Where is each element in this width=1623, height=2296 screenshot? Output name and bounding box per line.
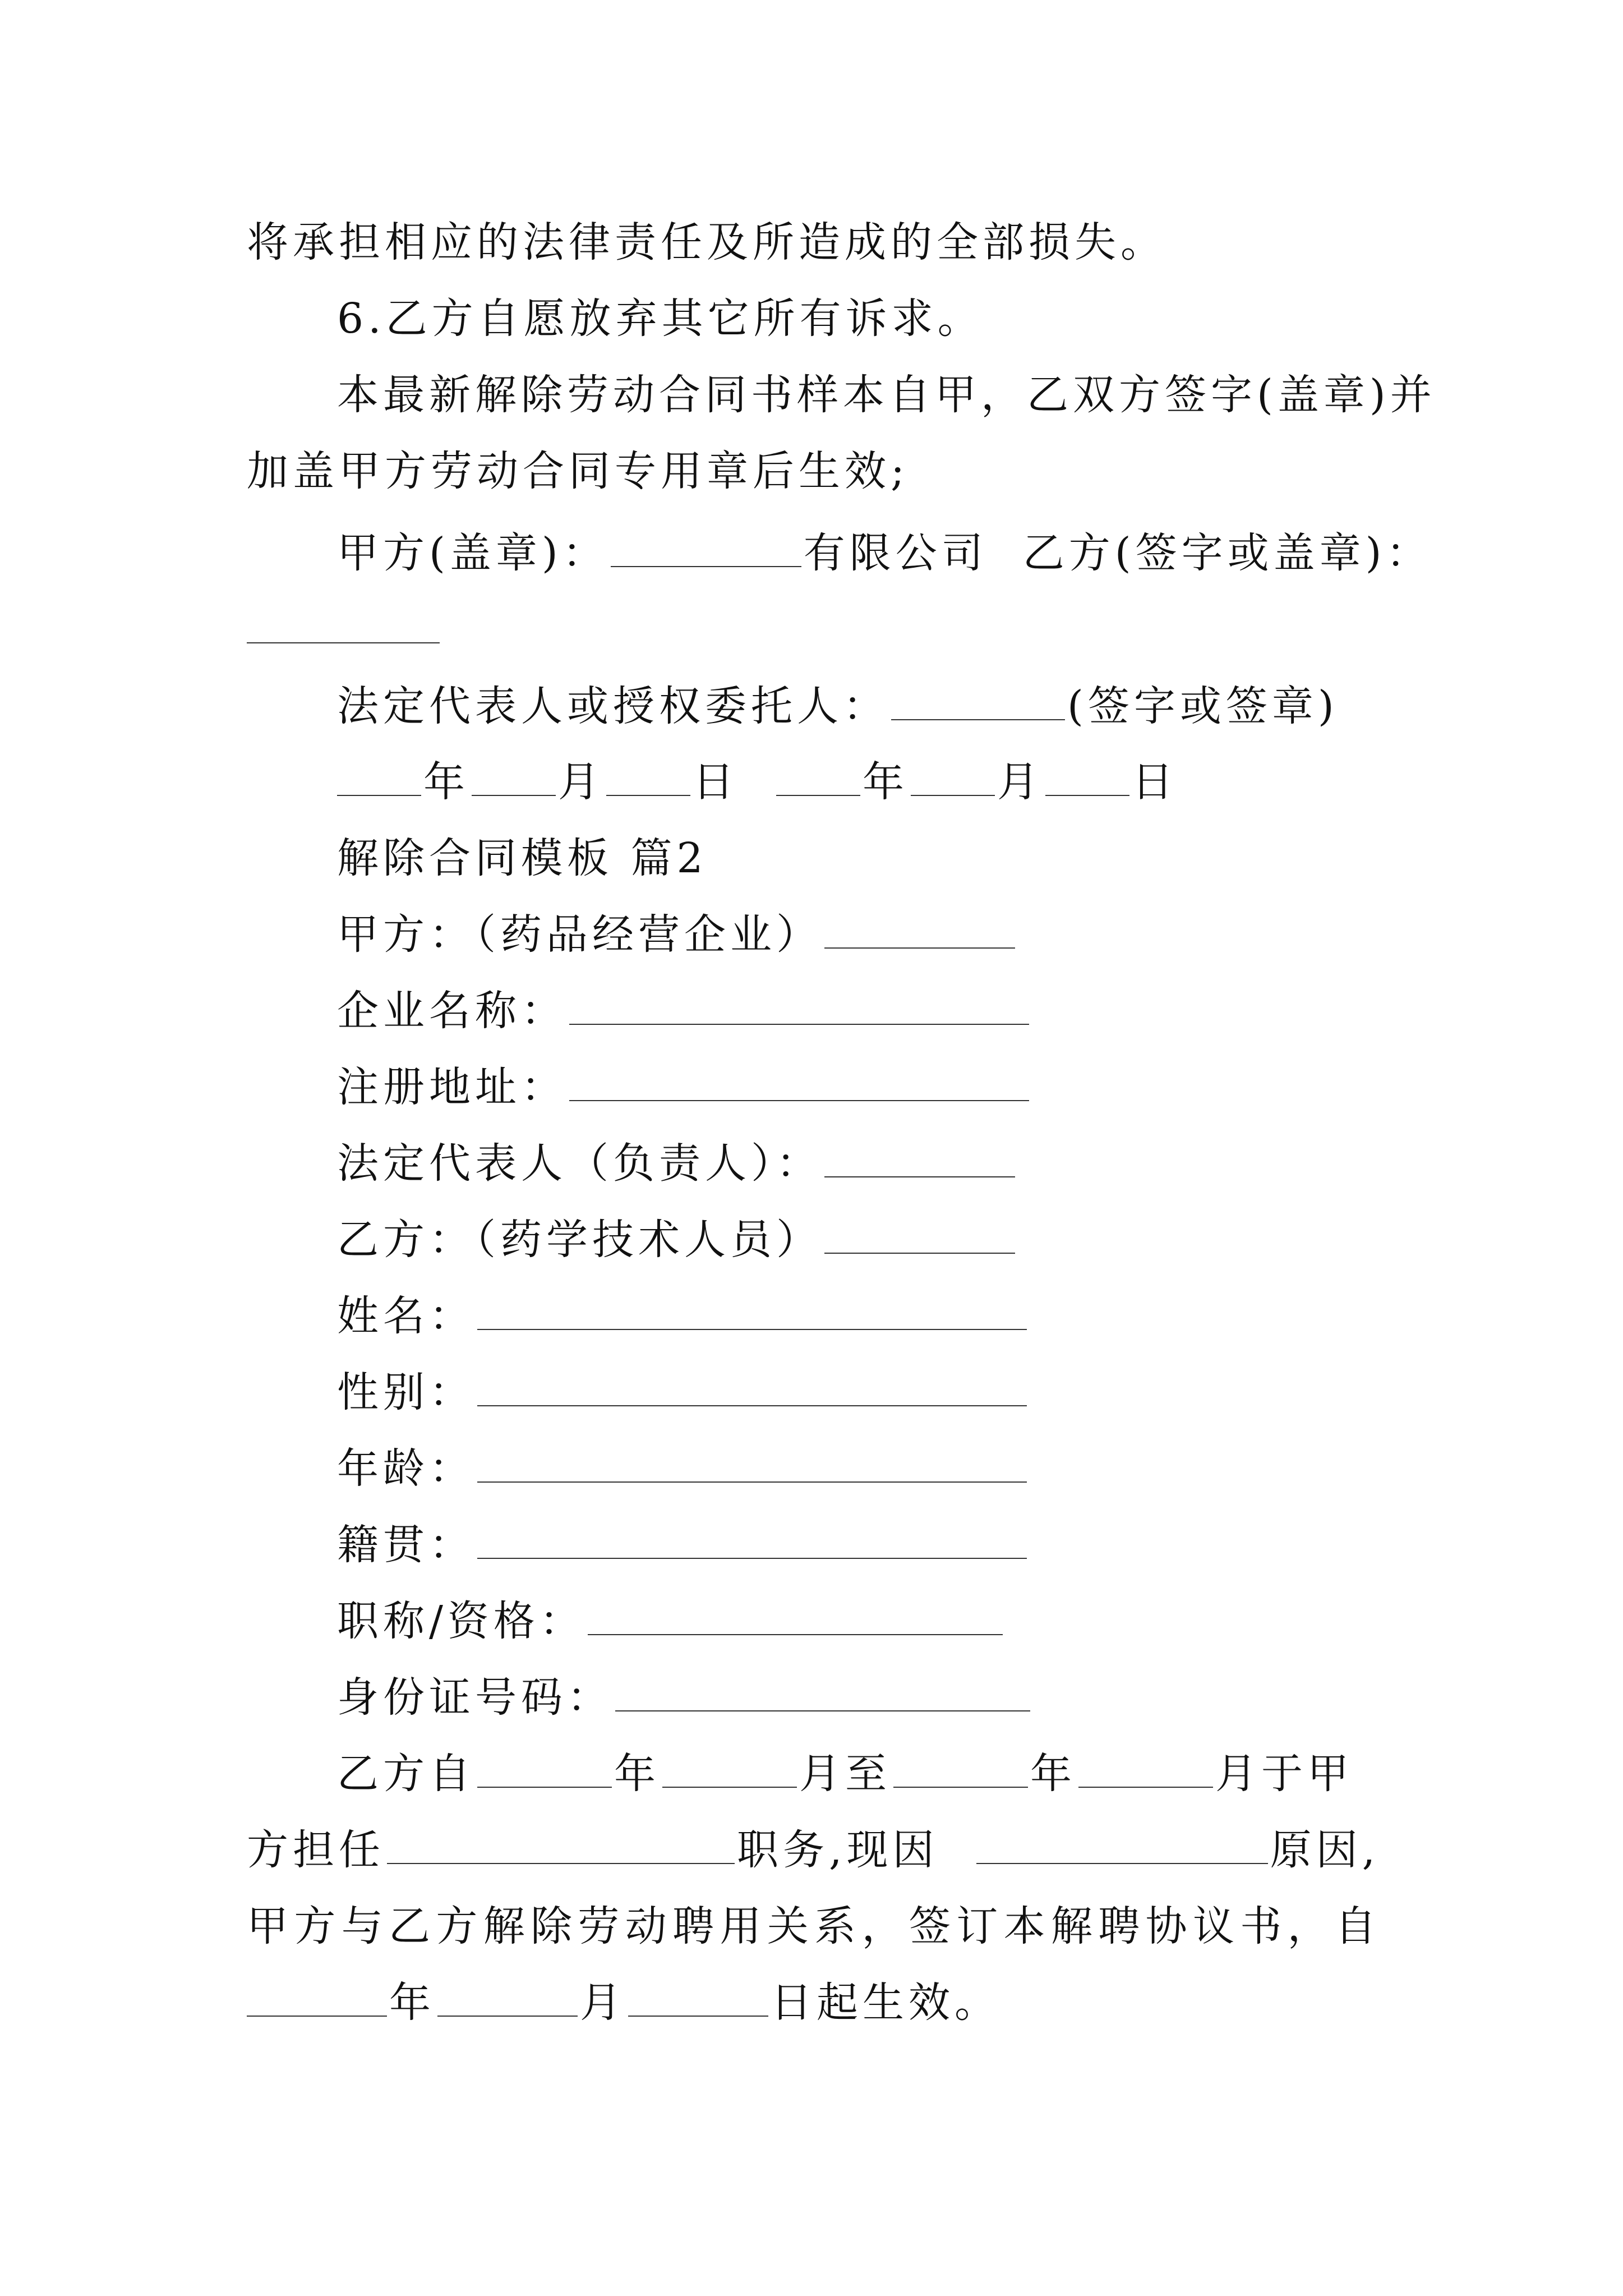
field-label: 企业名称：: [337, 987, 567, 1035]
text-line: 将承担相应的法律责任及所造成的全部损失。: [247, 218, 1166, 266]
blank-company[interactable]: [611, 528, 801, 567]
signature-line-representative: [337, 678, 1339, 734]
blank-day[interactable]: [1045, 757, 1129, 796]
blank-legal-rep[interactable]: [824, 1138, 1015, 1177]
field-id-number: [337, 1669, 1032, 1726]
field-age: [337, 1441, 1029, 1497]
field-label: 身份证号码：: [337, 1673, 613, 1722]
text-fragment: 年: [389, 1978, 435, 2027]
blank-day[interactable]: [606, 757, 690, 796]
text-fragment: 年: [614, 1750, 660, 1798]
field-party-b: [337, 1212, 1017, 1268]
blank-company-name[interactable]: [569, 986, 1029, 1025]
label-sign-or-seal: (签字或签章): [1067, 682, 1339, 730]
text-line: 加盖甲方劳动合同专用章后生效;: [247, 447, 909, 495]
paragraph-term-line-3: 甲方与乙方解除劳动聘用关系，签订本解聘协议书，自: [247, 1902, 1380, 1950]
blank-age[interactable]: [477, 1443, 1027, 1483]
blank-year[interactable]: [776, 757, 860, 796]
field-title-qualification: [337, 1593, 1005, 1649]
text-fragment: 月至: [799, 1750, 891, 1798]
field-label: 甲方：（药品经营企业）: [337, 910, 822, 959]
label-party-b-sign: 乙方(签字或盖章)：: [1022, 529, 1432, 577]
text-line: 6.乙方自愿放弃其它所有诉求。: [337, 295, 984, 343]
blank-start-year[interactable]: [477, 1749, 612, 1788]
field-label: 职称/资格：: [337, 1597, 585, 1645]
section-title: 解除合同模板 篇2: [337, 834, 708, 882]
date-line: [337, 754, 1178, 810]
text-fragment: 日起生效。: [771, 1978, 1000, 2027]
paragraph-term-line-2: [247, 1822, 1380, 1878]
field-legal-rep: [337, 1135, 1017, 1191]
text-fragment: 年: [1030, 1750, 1076, 1798]
text-fragment: 乙方自: [337, 1750, 475, 1798]
label-month: 月: [997, 758, 1044, 806]
blank-effective-year[interactable]: [247, 1977, 387, 2017]
field-label: 姓名：: [337, 1292, 475, 1340]
label-year: 年: [863, 758, 909, 806]
text-fragment: 职务,现因: [737, 1826, 939, 1874]
blank-party-a[interactable]: [824, 909, 1015, 949]
blank-title-qualification[interactable]: [588, 1596, 1003, 1635]
field-label: 籍贯：: [337, 1521, 475, 1569]
blank-native-place[interactable]: [477, 1520, 1027, 1559]
blank-effective-month[interactable]: [437, 1977, 578, 2017]
field-label: 法定代表人（负责人）：: [337, 1139, 822, 1188]
field-label: 乙方：（药学技术人员）: [337, 1216, 822, 1264]
blank-name[interactable]: [477, 1291, 1027, 1330]
text-fragment: 方担任: [247, 1826, 385, 1874]
blank-id-number[interactable]: [615, 1672, 1030, 1711]
blank-party-b[interactable]: [824, 1214, 1015, 1254]
field-company-name: [337, 983, 1031, 1039]
label-year: 年: [423, 758, 469, 806]
signature-line-b-blank: [247, 601, 442, 657]
field-native-place: [337, 1517, 1029, 1573]
paragraph-term-line-1: [337, 1746, 1353, 1802]
label-day: 日: [693, 758, 739, 806]
blank-start-month[interactable]: [662, 1749, 797, 1788]
blank-reason[interactable]: [976, 1825, 1268, 1864]
text-fragment: 月: [580, 1978, 626, 2027]
signature-line-parties: [337, 525, 1432, 581]
text-line: 本最新解除劳动合同书样本自甲，乙双方签字(盖章)并: [337, 371, 1436, 419]
blank-gender[interactable]: [477, 1367, 1027, 1406]
label-party-a-seal: 甲方(盖章)：: [337, 529, 608, 577]
label-month: 月: [558, 758, 604, 806]
blank-position[interactable]: [387, 1825, 735, 1864]
blank-end-year[interactable]: [893, 1749, 1028, 1788]
blank-reg-address[interactable]: [569, 1062, 1029, 1101]
text-fragment: 月于甲: [1215, 1750, 1353, 1798]
text-fragment: 原因,: [1270, 1826, 1380, 1874]
paragraph-term-line-4: [247, 1975, 1000, 2031]
blank-representative[interactable]: [891, 681, 1065, 720]
blank-month[interactable]: [911, 757, 995, 796]
field-party-a: [337, 907, 1017, 963]
label-day: 日: [1132, 758, 1178, 806]
label-company-suffix: 有限公司: [803, 529, 988, 577]
blank-effective-day[interactable]: [628, 1977, 768, 2017]
blank-party-b-sign[interactable]: [247, 604, 440, 643]
field-reg-address: [337, 1059, 1031, 1115]
field-label: 性别：: [337, 1368, 475, 1416]
label-representative: 法定代表人或授权委托人：: [337, 682, 889, 730]
blank-year[interactable]: [337, 757, 421, 796]
blank-month[interactable]: [472, 757, 556, 796]
field-label: 年龄：: [337, 1444, 475, 1493]
field-name: [337, 1288, 1029, 1344]
field-label: 注册地址：: [337, 1063, 567, 1111]
field-gender: [337, 1364, 1029, 1420]
blank-end-month[interactable]: [1078, 1749, 1213, 1788]
